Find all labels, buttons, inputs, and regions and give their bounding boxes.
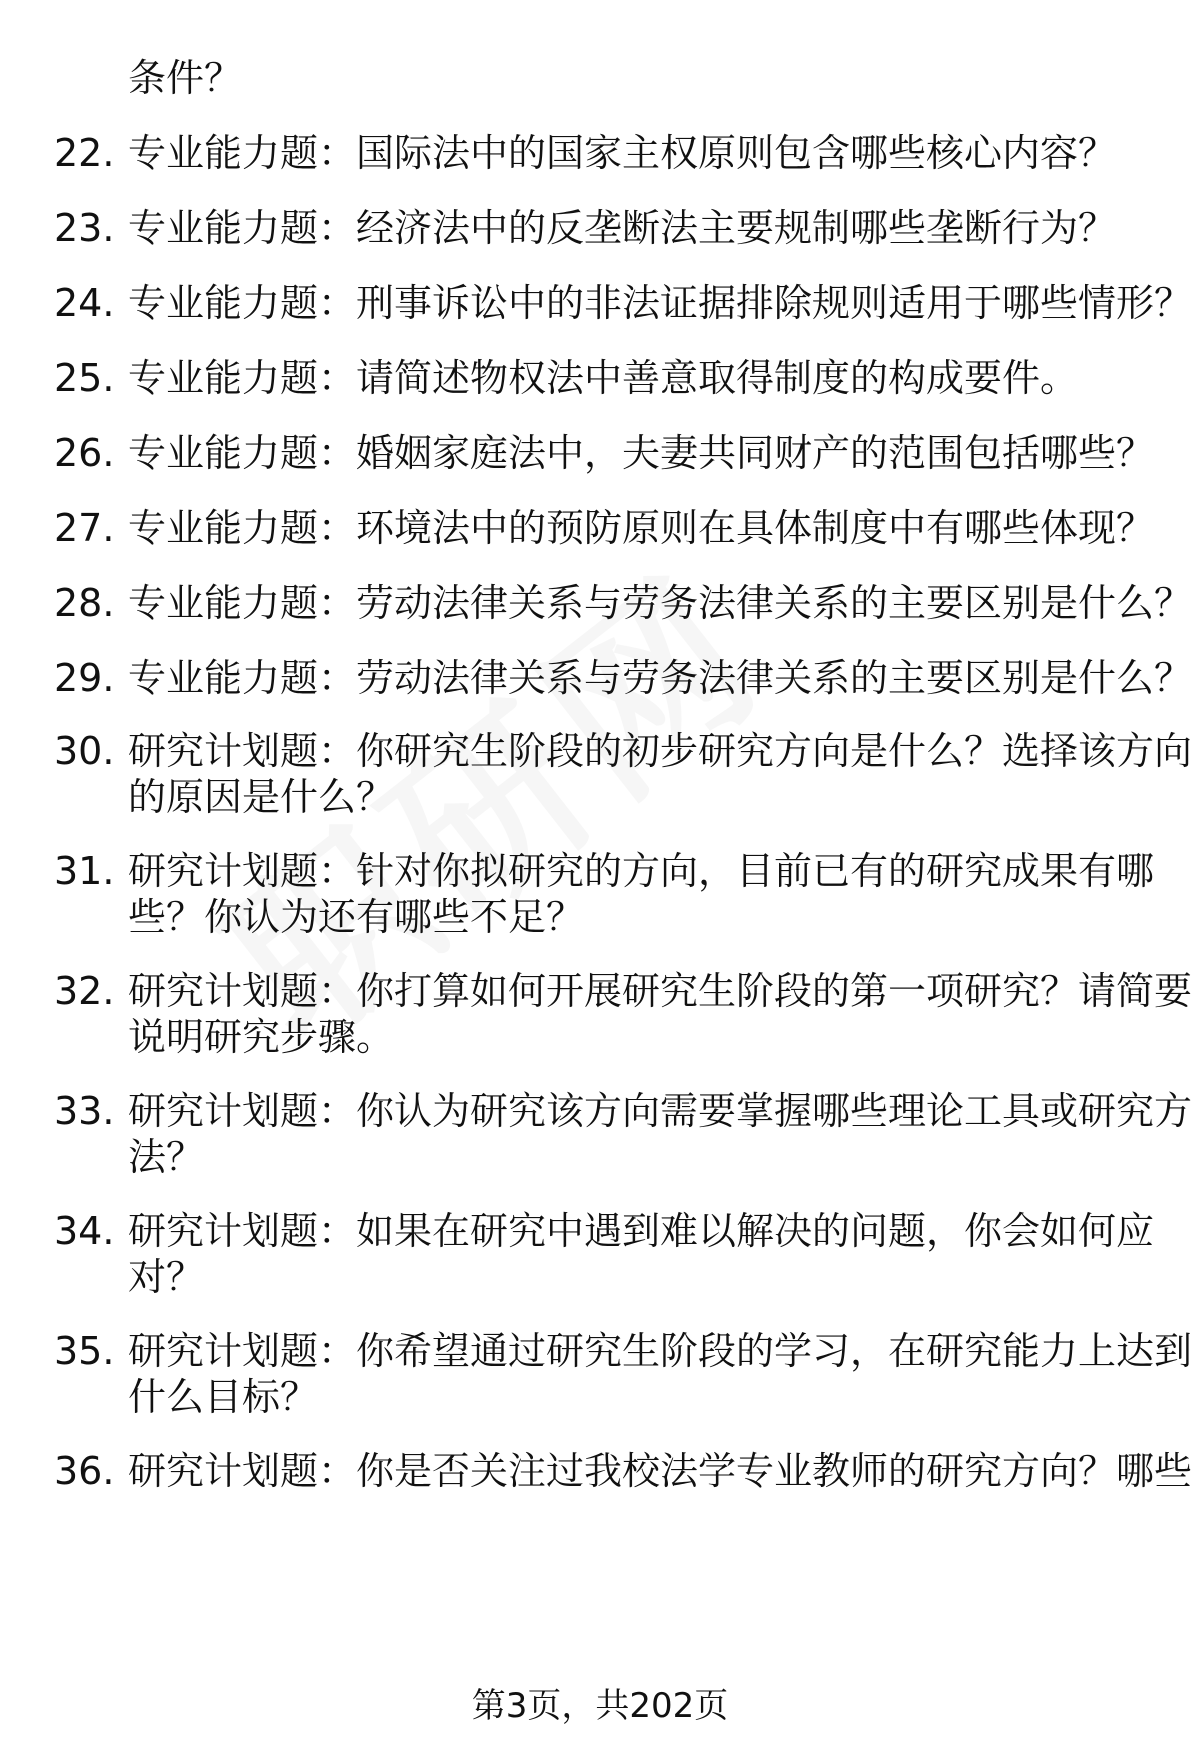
question-text-continued: 说明研究步骤。 xyxy=(128,1015,395,1059)
question-text: 研究计划题：你希望通过研究生阶段的学习，在研究能力上达到 xyxy=(128,1329,1193,1373)
question-text: 专业能力题：环境法中的预防原则在具体制度中有哪些体现？ xyxy=(128,506,1155,550)
question-number: 32. xyxy=(54,969,115,1013)
question-item xyxy=(0,1208,1200,1254)
question-text: 专业能力题：请简述物权法中善意取得制度的构成要件。 xyxy=(128,356,1079,400)
question-number: 33. xyxy=(54,1089,115,1133)
question-item xyxy=(0,280,1200,326)
question-item xyxy=(0,655,1200,701)
question-number: 22. xyxy=(54,131,115,175)
question-text-continued: 法？ xyxy=(128,1135,205,1179)
question-text: 专业能力题：国际法中的国家主权原则包含哪些核心内容？ xyxy=(128,131,1117,175)
question-number: 36. xyxy=(54,1449,115,1493)
question-number: 34. xyxy=(54,1209,115,1253)
question-text: 专业能力题：婚姻家庭法中，夫妻共同财产的范围包括哪些？ xyxy=(128,431,1155,475)
question-item xyxy=(0,355,1200,401)
question-text: 研究计划题：你是否关注过我校法学专业教师的研究方向？哪些 xyxy=(128,1449,1193,1493)
question-item xyxy=(0,130,1200,176)
question-text: 专业能力题：劳动法律关系与劳务法律关系的主要区别是什么？ xyxy=(128,656,1193,700)
question-item xyxy=(0,205,1200,251)
question-number: 31. xyxy=(54,849,115,893)
question-item xyxy=(0,1088,1200,1134)
question-text: 专业能力题：经济法中的反垄断法主要规制哪些垄断行为？ xyxy=(128,206,1117,250)
question-text: 研究计划题：你打算如何开展研究生阶段的第一项研究？请简要 xyxy=(128,969,1193,1013)
question-text: 专业能力题：劳动法律关系与劳务法律关系的主要区别是什么？ xyxy=(128,581,1193,625)
question-number: 24. xyxy=(54,281,115,325)
question-number: 23. xyxy=(54,206,115,250)
question-item xyxy=(0,1448,1200,1494)
question-text: 研究计划题：你认为研究该方向需要掌握哪些理论工具或研究方 xyxy=(128,1089,1193,1133)
question-item xyxy=(0,430,1200,476)
question-text: 研究计划题：你研究生阶段的初步研究方向是什么？选择该方向 xyxy=(128,729,1193,773)
question-number: 29. xyxy=(54,656,115,700)
question-item xyxy=(0,1328,1200,1374)
question-number: 30. xyxy=(54,729,115,773)
question-text: 研究计划题：针对你拟研究的方向，目前已有的研究成果有哪 xyxy=(128,849,1155,893)
question-text-continued: 什么目标？ xyxy=(128,1375,319,1419)
question-text-continued: 对？ xyxy=(128,1255,205,1299)
question-number: 27. xyxy=(54,506,115,550)
question-text-continued: 些？你认为还有哪些不足？ xyxy=(128,895,585,939)
question-item xyxy=(0,848,1200,894)
question-number: 25. xyxy=(54,356,115,400)
question-text-continued: 的原因是什么？ xyxy=(128,775,395,819)
question-number: 35. xyxy=(54,1329,115,1373)
question-number: 28. xyxy=(54,581,115,625)
question-text: 研究计划题：如果在研究中遇到难以解决的问题，你会如何应 xyxy=(128,1209,1155,1253)
question-item xyxy=(0,505,1200,551)
question-item xyxy=(0,728,1200,774)
question-item xyxy=(0,580,1200,626)
question-number: 26. xyxy=(54,431,115,475)
page-footer: 第3页，共202页 xyxy=(471,1686,729,1726)
question-item xyxy=(0,968,1200,1014)
question-text: 专业能力题：刑事诉讼中的非法证据排除规则适用于哪些情形？ xyxy=(128,281,1193,325)
continuation-line: 条件？ xyxy=(128,56,243,100)
